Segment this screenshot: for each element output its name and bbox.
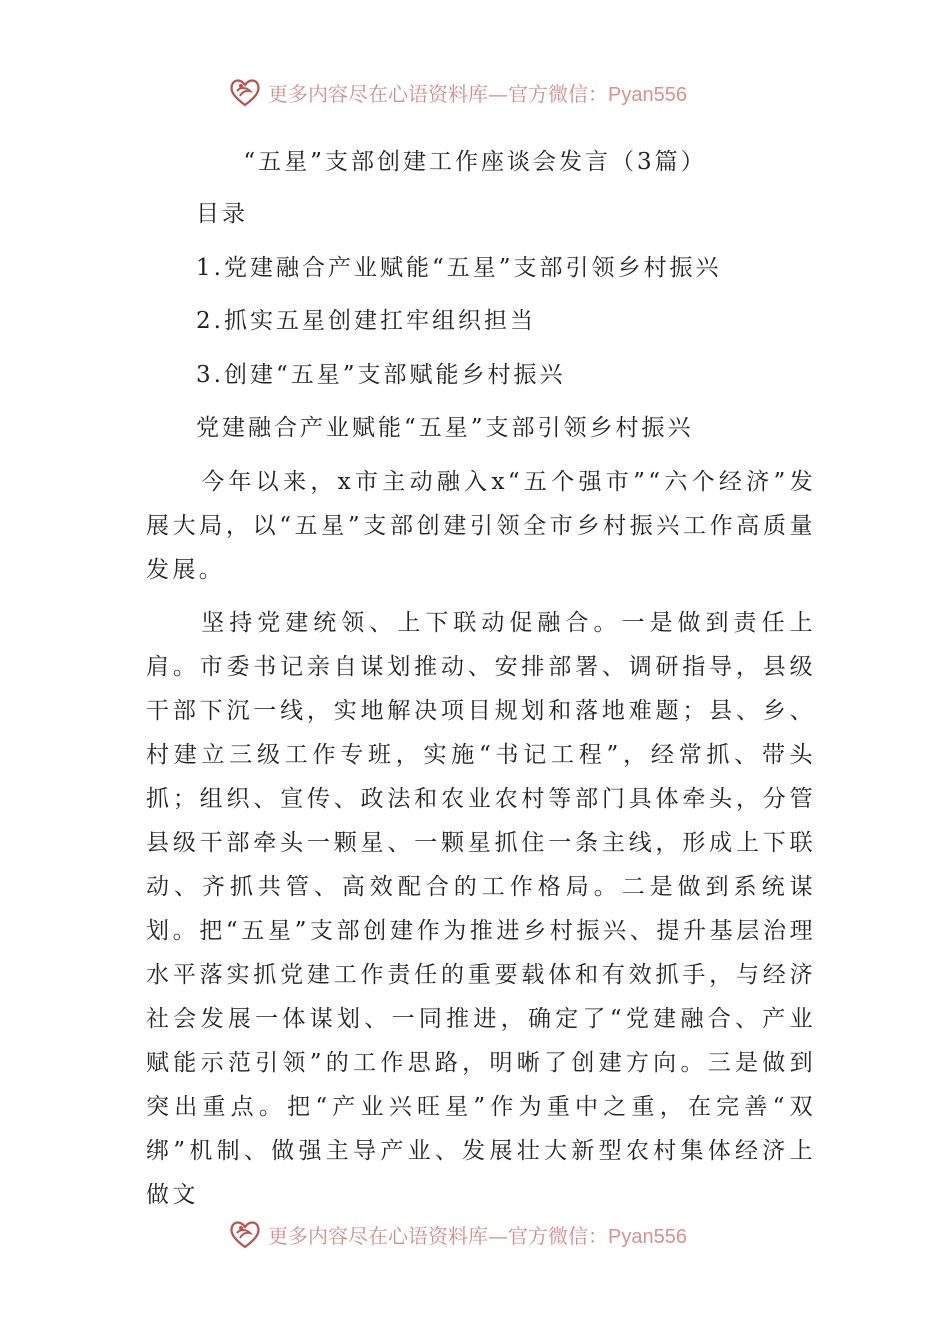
document-title: “五星”支部创建工作座谈会发言（3篇） xyxy=(243,149,707,175)
body-paragraph: 今年以来，x市主动融入x“五个强市”“六个经济”发展大局，以“五星”支部创建引领全市乡村振兴工作高质量发展。 xyxy=(146,469,816,583)
toc-item: 1.党建融合产业赋能“五星”支部引领乡村振兴 xyxy=(196,254,722,281)
toc-heading: 目录 xyxy=(196,201,248,227)
table-of-contents xyxy=(196,194,721,408)
watermark-footer xyxy=(228,1214,687,1254)
toc-item: 3.创建“五星”支部赋能乡村振兴 xyxy=(196,361,566,388)
body-paragraph: 坚持党建统领、上下联动促融合。一是做到责任上肩。市委书记亲自谋划推动、安排部署、调研指导，县级干部下沉一线，实地解决项目规划和落地难题；县、乡、村建立三级工作专班，实施“书记工程”，经常抓、带头抓；组织、宣传、政法和农业农村等部门具体牵头，分管县级干部牵头一颗星、一颗星抓住一条主线，形成上下联动、齐抓共管、高效配合的工作格局。二是做到系统谋划。把“五星”支部创建作为推进乡村振兴、提升基层治理水平落实抓党建工作责任的重要载体和有效抓手，与经济社会发展一体谋划、一同推进，确定了“党建融合、产业赋能示范引领”的工作思路，明晰了创建方向。三是做到突出重点。把“产业兴旺星”作为重中之重，在完善“双绑”机制、做强主导产业、发展壮大新型农村集体经济上做文 xyxy=(146,610,816,1208)
heart-logo-icon xyxy=(228,75,262,109)
section-heading: 党建融合产业赋能“五星”支部引领乡村振兴 xyxy=(196,415,694,441)
watermark-header xyxy=(228,72,687,112)
watermark-text: 更多内容尽在心语资料库—官方微信：Pyan556 xyxy=(268,81,687,106)
toc-item: 2.抓实五星创建扛牢组织担当 xyxy=(196,308,536,334)
heart-logo-icon xyxy=(228,1217,262,1251)
watermark-text: 更多内容尽在心语资料库—官方微信：Pyan556 xyxy=(268,1223,687,1248)
